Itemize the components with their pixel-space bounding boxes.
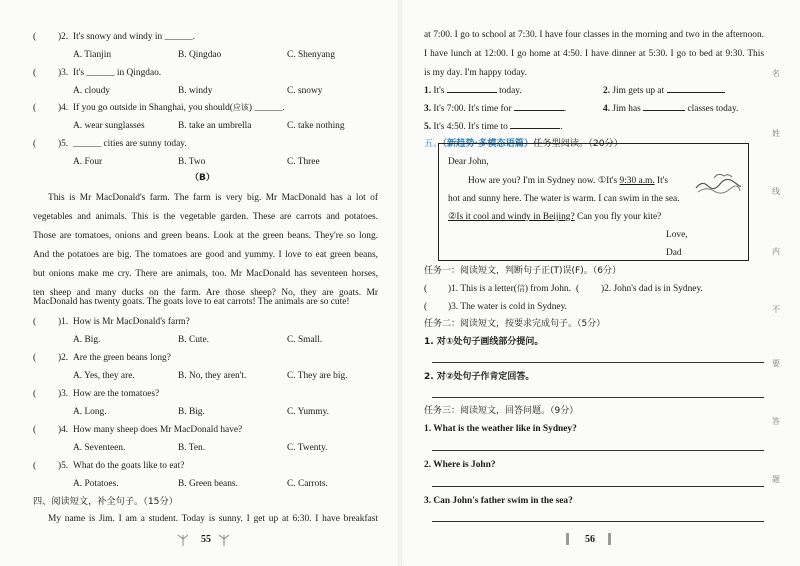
q2-option-a: A. Tianjin [73,50,112,60]
letter-signature: Dad [666,248,682,258]
binding-margin-mark: 内 [772,247,780,256]
passage-b-line: And the potatoes are big. The tomatoes are good and yummy. I love to eat green beans, [33,250,378,260]
b1-option-b: B. Cute. [178,335,209,345]
q3-option-b: B. windy [178,86,213,96]
task-3-question-1: 1. What is the weather like in Sydney? [424,424,577,434]
q5-number: )5. [58,139,69,149]
passage-line: I have lunch at 12:00. I go home at 4:50. I have dinner at 5:30. I go to bed at 9:30. This [424,49,764,59]
b4-option-c: C. Twenty. [287,443,328,453]
letter-line-3: ②Is it cool and windy in Beijing? Can you fly your kite? [448,212,662,222]
task-2-question-2: 2. 对②处句子作肯定回答。 [424,372,535,382]
b3-option-c: C. Yummy. [287,407,330,417]
b4-option-b: B. Ten. [178,443,206,453]
b5-option-c: C. Carrots. [287,479,328,489]
underlined-time: 9:30 a.m. [619,176,655,186]
q2-number: )2. [58,32,69,42]
binding-margin-mark: 名 [772,69,780,78]
answer-paren[interactable]: ( [33,461,37,471]
q2-stem: It's snowy and windy in ______. [73,32,195,42]
sea-waves-icon [694,170,742,196]
passage-b-line: This is Mr MacDonald's farm. The farm is very big. Mr MacDonald has a lot of [48,193,378,203]
answer-paren[interactable]: ( [424,284,428,294]
page-number: 56 [585,534,595,545]
section-4-passage-line: My name is Jim. I am a student. Today is sunny. I get up at 6:30. I have breakfast [48,514,378,524]
underlined-question: ②Is it cool and windy in Beijing? [448,212,575,222]
task-2-question-1: 1. 对①处句子画线部分提问。 [424,337,544,347]
q4-option-b: B. take an umbrella [178,121,252,131]
binding-margin-mark: 要 [772,359,780,368]
answer-line[interactable] [432,521,764,522]
b5-option-b: B. Green beans. [178,479,238,489]
q4-stem: If you go outside in Shanghai, you should(应该) ______. [73,103,285,113]
task-3-question-3: 3. Can John's father swim in the sea? [424,496,573,506]
task-1-item-1: )1. This is a letter(信) from John. [448,284,571,294]
passage-b-line: MacDonald has twenty goats. The goats love to eat carrots! The animals are so cute! [33,297,350,307]
letter-closing: Love, [666,230,688,240]
b3-stem: How are the tomatoes? [73,389,160,399]
q5-option-a: A. Four [73,157,103,167]
b1-number: )1. [58,317,69,327]
b2-option-b: B. No, they aren't. [178,371,247,381]
b5-option-a: A. Potatoes. [73,479,119,489]
section-5-title: 五、（新趋势·多模态语篇）任务型阅读。（20分） [424,138,623,149]
b2-stem: Are the green beans long? [73,353,171,363]
page-number: 55 [201,534,211,545]
answer-paren[interactable]: ( [576,284,580,294]
b3-option-a: A. Long. [73,407,107,417]
task-3-title: 任务三：阅读短文，回答问题。（9分） [424,406,579,416]
answer-line[interactable] [432,450,764,451]
letter-line-2: hot and sunny here. The water is warm. I can swim in the sea. [448,194,680,204]
right-page [400,0,800,566]
q4-option-c: C. take nothing [287,121,345,131]
passage-b-line: Those are tomatoes, onions and green beans. Look at the green beans. They're so long. [33,231,378,241]
q2-option-c: C. Shenyang [287,50,335,60]
leaf-ornament-icon [176,531,190,547]
b2-option-a: A. Yes, they are. [73,371,135,381]
page-marker [566,533,569,545]
task-3-question-2: 2. Where is John? [424,460,496,470]
answer-paren[interactable]: ( [33,103,37,113]
b5-number: )5. [58,461,69,471]
answer-paren[interactable]: ( [424,302,428,312]
answer-paren[interactable]: ( [33,68,37,78]
q4-option-a: A. wear sunglasses [73,121,145,131]
fill-item-1: 1. It's today. [424,86,522,96]
q4-number: )4. [58,103,69,113]
passage-b-line: but onions make me cry. There are animals, too. Mr MacDonald has seventeen horses, [33,269,378,279]
answer-blank[interactable] [643,110,685,111]
b4-stem: How many sheep does Mr MacDonald have? [73,425,243,435]
letter-greeting: Dear John, [448,157,489,167]
passage-b-line: vegetables and animals. This is the vegetable garden. These are carrots and potatoes. [33,212,378,222]
binding-margin-mark: 题 [772,475,780,484]
b1-option-c: C. Small. [287,335,323,345]
answer-blank[interactable] [667,92,725,93]
q3-stem: It's ______ in Qingdao. [73,68,162,78]
q5-stem: ______ cities are sunny today. [73,139,187,149]
answer-blank[interactable] [447,92,497,93]
task-2-title: 任务二：阅读短文，按要求完成句子。（5分） [424,319,606,329]
answer-line[interactable] [432,486,764,487]
fill-item-4: 4. Jim has classes today. [603,104,739,114]
answer-blank[interactable] [510,128,560,129]
answer-line[interactable] [432,362,764,363]
b1-stem: How is Mr MacDonald's farm? [73,317,190,327]
answer-paren[interactable]: ( [33,32,37,42]
task-1-item-3: )3. The water is cold in Sydney. [448,302,568,312]
b2-number: )2. [58,353,69,363]
b3-option-b: B. Big. [178,407,205,417]
fill-item-5: 5. It's 4:50. It's time to . [424,122,563,132]
passage-b-line: ten sheep and many ducks on the farm. Are those sheep? No, they are goats. Mr [33,288,378,298]
answer-paren[interactable]: ( [33,139,37,149]
q5-option-c: C. Three [287,157,320,167]
q3-option-a: A. cloudy [73,86,110,96]
b5-stem: What do the goats like to eat? [73,461,185,471]
passage-line: is my day. I'm happy today. [424,68,527,78]
letter-line-1: How are you? I'm in Sydney now. ①It's 9:30 a.m. It's [468,176,669,186]
b4-number: )4. [58,425,69,435]
binding-margin-mark: 姓 [772,129,780,138]
answer-line[interactable] [432,397,764,398]
answer-paren[interactable]: ( [33,317,37,327]
b1-option-a: A. Big. [73,335,101,345]
page-marker [608,533,611,545]
b3-number: )3. [58,389,69,399]
q4-chinese-hint: 应该 [232,103,249,112]
binding-margin-mark: 不 [772,305,780,314]
q3-option-c: C. snowy [287,86,323,96]
fill-item-2: 2. Jim gets up at [603,87,725,96]
q5-option-b: B. Two [178,157,206,167]
section-4-title: 四、阅读短文，补全句子。（15分） [33,496,178,507]
fill-item-3: 3. It's 7:00. It's time for . [424,104,567,114]
b4-option-a: A. Seventeen. [73,443,126,453]
binding-margin-mark: 答 [772,417,780,426]
answer-paren[interactable]: ( [33,425,37,435]
q3-number: )3. [58,68,69,78]
passage-line: at 7:00. I go to school at 7:30. I have four classes in the morning and two in the afternoon. [424,30,764,40]
answer-paren[interactable]: ( [33,389,37,399]
answer-paren[interactable]: ( [33,353,37,363]
leaf-ornament-icon [217,531,231,547]
binding-margin-mark: 线 [772,187,780,196]
b2-option-c: C. They are big. [287,371,348,381]
section-b-heading: （B） [190,173,215,183]
task-1-title: 任务一：阅读短文，判断句子正(T)误(F)。（6分） [424,266,621,276]
q2-option-b: B. Qingdao [178,50,222,60]
answer-blank[interactable] [514,110,564,111]
task-1-item-2: )2. John's dad is in Sydney. [601,284,703,294]
